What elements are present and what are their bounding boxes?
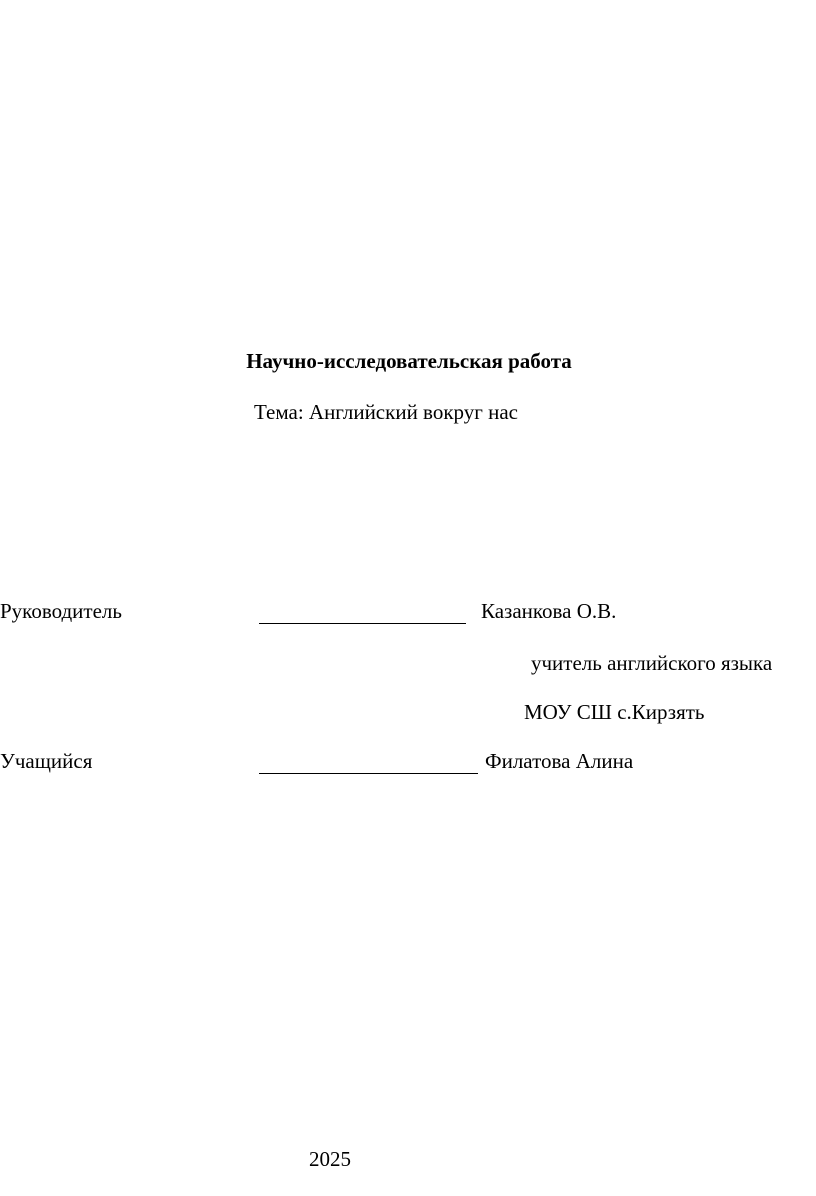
supervisor-label: Руководитель <box>0 599 122 623</box>
document-title: Научно-исследовательская работа <box>246 349 572 373</box>
student-name: Филатова Алина <box>485 749 634 773</box>
student-signature-line <box>259 772 478 774</box>
supervisor-position: учитель английского языка <box>531 651 773 675</box>
supervisor-name: Казанкова О.В. <box>481 599 617 623</box>
student-label: Учащийся <box>0 749 93 773</box>
supervisor-school: МОУ СШ с.Кирзять <box>524 700 705 724</box>
document-year: 2025 <box>309 1147 351 1171</box>
document-topic: Тема: Английский вокруг нас <box>254 400 518 424</box>
supervisor-signature-line <box>259 622 466 624</box>
